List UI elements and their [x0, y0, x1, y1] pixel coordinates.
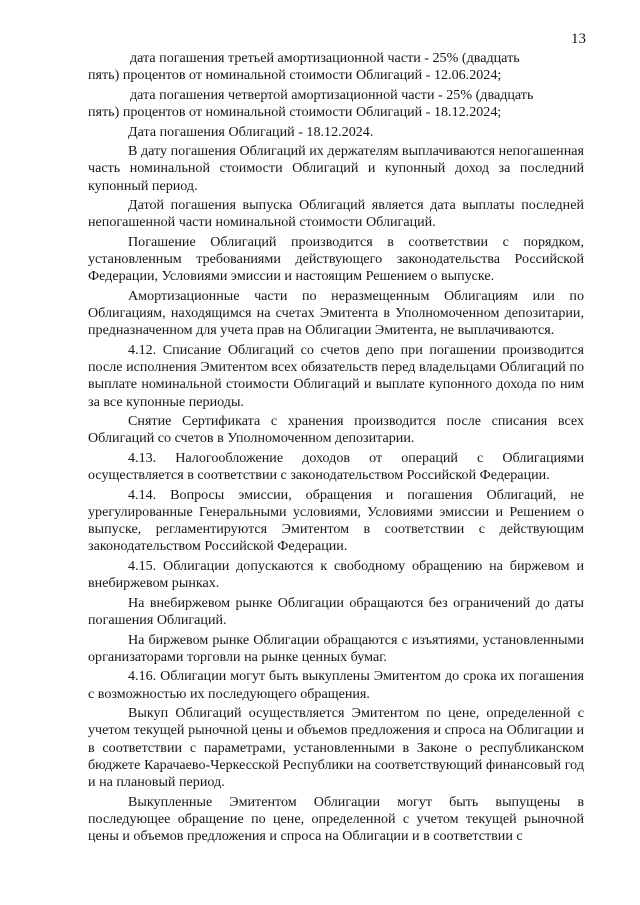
- page-number: 13: [571, 31, 586, 47]
- paragraph-line: пять) процентов от номинальной стоимости Облигаций - 12.06.2024;: [88, 67, 502, 84]
- paragraph: На внебиржевом рынке Облигации обращаются без ограничений до даты погашения Облигаций.: [88, 594, 584, 628]
- paragraph: На биржевом рынке Облигации обращаются с изъятиями, установленными организаторами торговли на рынке ценных бумаг.: [88, 631, 584, 665]
- paragraph: Выкуп Облигаций осуществляется Эмитентом по цене, определенной с учетом текущей рыночной цены и объемов предложения и спроса на Облигации и в соответствии с параметрами, установленными в Законе о республиканском бюджете Карачаево-Черкесской Республики на соответствующий финансовый год и на плановый период.: [88, 705, 584, 790]
- paragraph-section-4-15: 4.15. Облигации допускаются к свободному обращению на биржевом и внебиржевом рынках.: [88, 557, 584, 592]
- paragraph: Снятие Сертификата с хранения производится после списания всех Облигаций со счетов в Уполномоченном депозитарии.: [88, 413, 584, 447]
- document-body: [88, 50, 584, 848]
- paragraph-line: дата погашения четвертой амортизационной части - 25% (двадцать: [130, 86, 534, 103]
- paragraph: В дату погашения Облигаций их держателям выплачиваются непогашенная часть номинальной стоимости Облигаций и купонный доход за последний купонный период.: [88, 143, 584, 194]
- paragraph: Датой погашения выпуска Облигаций является дата выплаты последней непогашенной части номинальной стоимости Облигаций.: [88, 197, 584, 231]
- paragraph-section-4-13: 4.13. Налогообложение доходов от операций с Облигациями осуществляется в соответствии с законодательством Российской Федерации.: [88, 449, 584, 484]
- paragraph: Погашение Облигаций производится в соответствии с порядком, установленным требованиями действующего законодательства Российской Федерации, Условиями эмиссии и настоящим Решением о выпуске.: [88, 233, 584, 285]
- paragraph-maturity-date: Дата погашения Облигаций - 18.12.2024.: [128, 123, 374, 140]
- paragraph-line: дата погашения третьей амортизационной части - 25% (двадцать: [130, 50, 520, 66]
- paragraph-amortization-fourth: [88, 87, 584, 121]
- paragraph-line: пять) процентов от номинальной стоимости Облигаций - 18.12.2024;: [88, 104, 502, 120]
- paragraph-section-4-16: 4.16. Облигации могут быть выкуплены Эмитентом до срока их погашения с возможностью их последующего обращения.: [88, 668, 584, 702]
- paragraph-amortization-third: [88, 50, 584, 84]
- paragraph: Выкупленные Эмитентом Облигации могут быть выпущены в последующее обращение по цене, определенной с учетом текущей рыночной цены и объемов предложения и спроса на Облигации и в соответствии с: [88, 793, 584, 844]
- paragraph-section-4-12: 4.12. Списание Облигаций со счетов депо при погашении производится после исполнения Эмитентом всех обязательств перед владельцами Облигаций по выплате номинальной стоимости Облигаций и выплате купонного дохода по ним за все купонные периоды.: [88, 341, 584, 410]
- paragraph-section-4-14: 4.14. Вопросы эмиссии, обращения и погашения Облигаций, не урегулированные Генеральными условиями, Условиями эмиссии и Решением о выпуске, регламентируются Эмитентом в соответствии с действующим законодательством Российской Федерации.: [88, 486, 584, 555]
- paragraph: Амортизационные части по неразмещенным Облигациям или по Облигациям, находящимся на счетах Эмитента в Уполномоченном депозитарии, предназначенном для учета прав на Облигации Эмитента, не выплачиваются.: [88, 287, 584, 339]
